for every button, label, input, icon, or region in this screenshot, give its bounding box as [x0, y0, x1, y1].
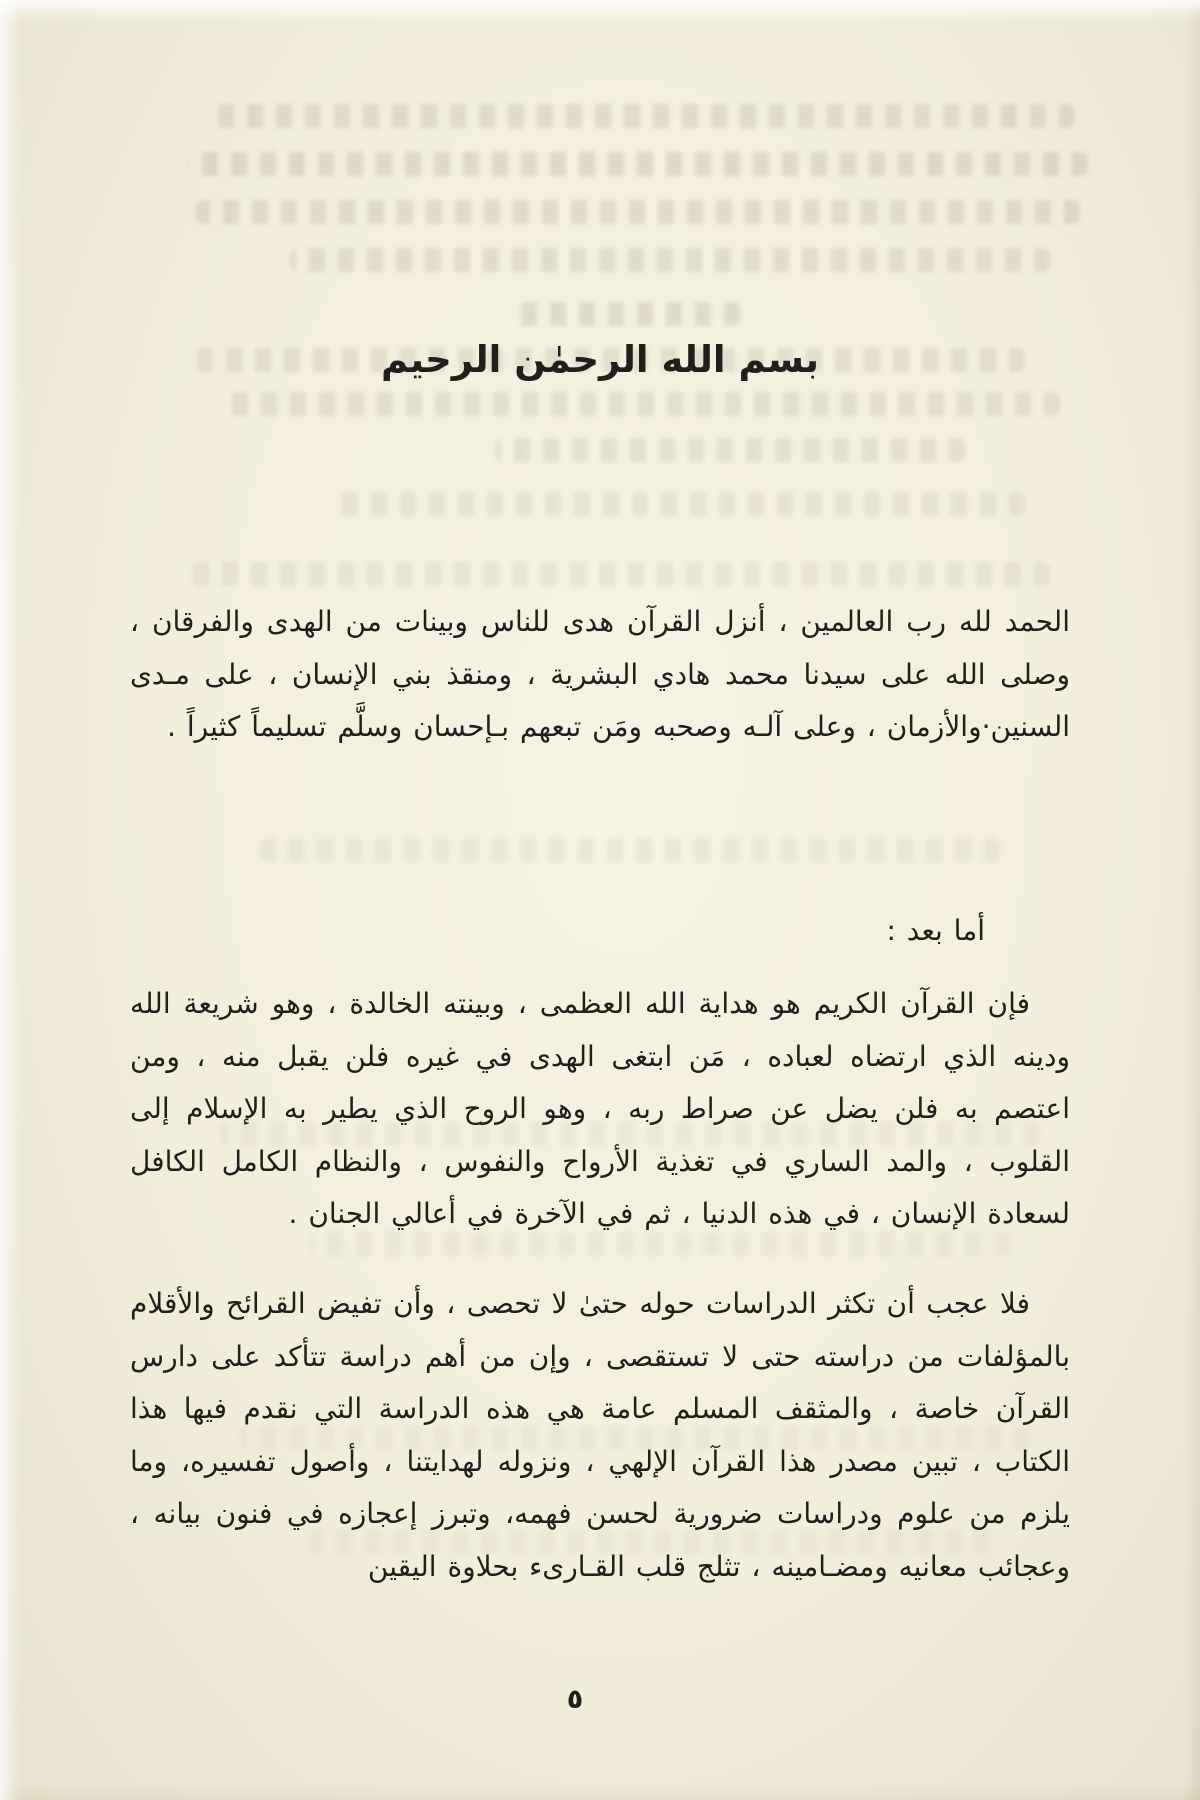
bleed-through-line: [190, 562, 1050, 586]
bleed-through-line: [510, 302, 740, 326]
bleed-through-line: [335, 492, 1025, 516]
page-number: ٥: [566, 1684, 584, 1715]
quran-description-paragraph: فإن القرآن الكريم هو هداية الله العظمى ، وبينته الخالدة ، وهو شريعة الله ودينه الذي ارتضاه لعباده ، مَن ابتغى الهدى في غيره فلن يقبل منه ، ومن اعتصم به فلن يضل عن صراط ربه ، وهو الروح الذي يطير به الإسلام إلى القلوب ، والمد الساري في تغذية الأرواح والنفوس ، والنظام الكامل الكافل لسعادة الإنسان ، في هذه الدنيا ، ثم في الآخرة في أعالي الجنان .: [130, 987, 1070, 1230]
bleed-through-line: [230, 392, 1060, 416]
bleed-through-line: [195, 200, 1080, 224]
opening-hamd-paragraph: الحمد لله رب العالمين ، أنزل القرآن هدى للناس وبينات من الهدى والفرقان ، وصلى الله على سيدنا محمد هادي البشرية ، ومنقذ بني الإنسان ، على مـدى السنين·والأزمان ، وعلى آلـه وصحبه ومَن تبعهم بـإحسان وسلَّم تسليماً كثيراً .: [130, 605, 1070, 743]
bleed-through-line: [495, 438, 965, 462]
bleed-through-line: [188, 152, 1088, 176]
bleed-through-line: [205, 104, 1075, 128]
basmala-heading: بسم الله الرحمٰن الرحيم: [380, 338, 820, 381]
studies-paragraph: فلا عجب أن تكثر الدراسات حوله حتىٰ لا تحصى ، وأن تفيض القرائح والأقلام بالمؤلفات من دراسته حتى لا تستقصى ، وإن من أهم دراسة تتأكد على دارس القرآن خاصة ، والمثقف المسلم عامة هي هذه الدراسة التي نقدم فيها هذا الكتاب ، تبين مصدر هذا القرآن الإلهي ، ونزوله لهدايتنا ، وأصول تفسيره، وما يلزم من علوم ودراسات ضرورية لحسن فهمه، وتبرز إعجازه في فنون بيانه ، وعجائب معانيه ومضـامينه ، تثلج قلب القـارىء بحلاوة اليقين: [130, 1287, 1070, 1583]
bleed-through-line: [260, 838, 1000, 862]
amma-baad-line: أما بعد :: [886, 914, 985, 947]
bleed-through-line: [290, 248, 1050, 272]
